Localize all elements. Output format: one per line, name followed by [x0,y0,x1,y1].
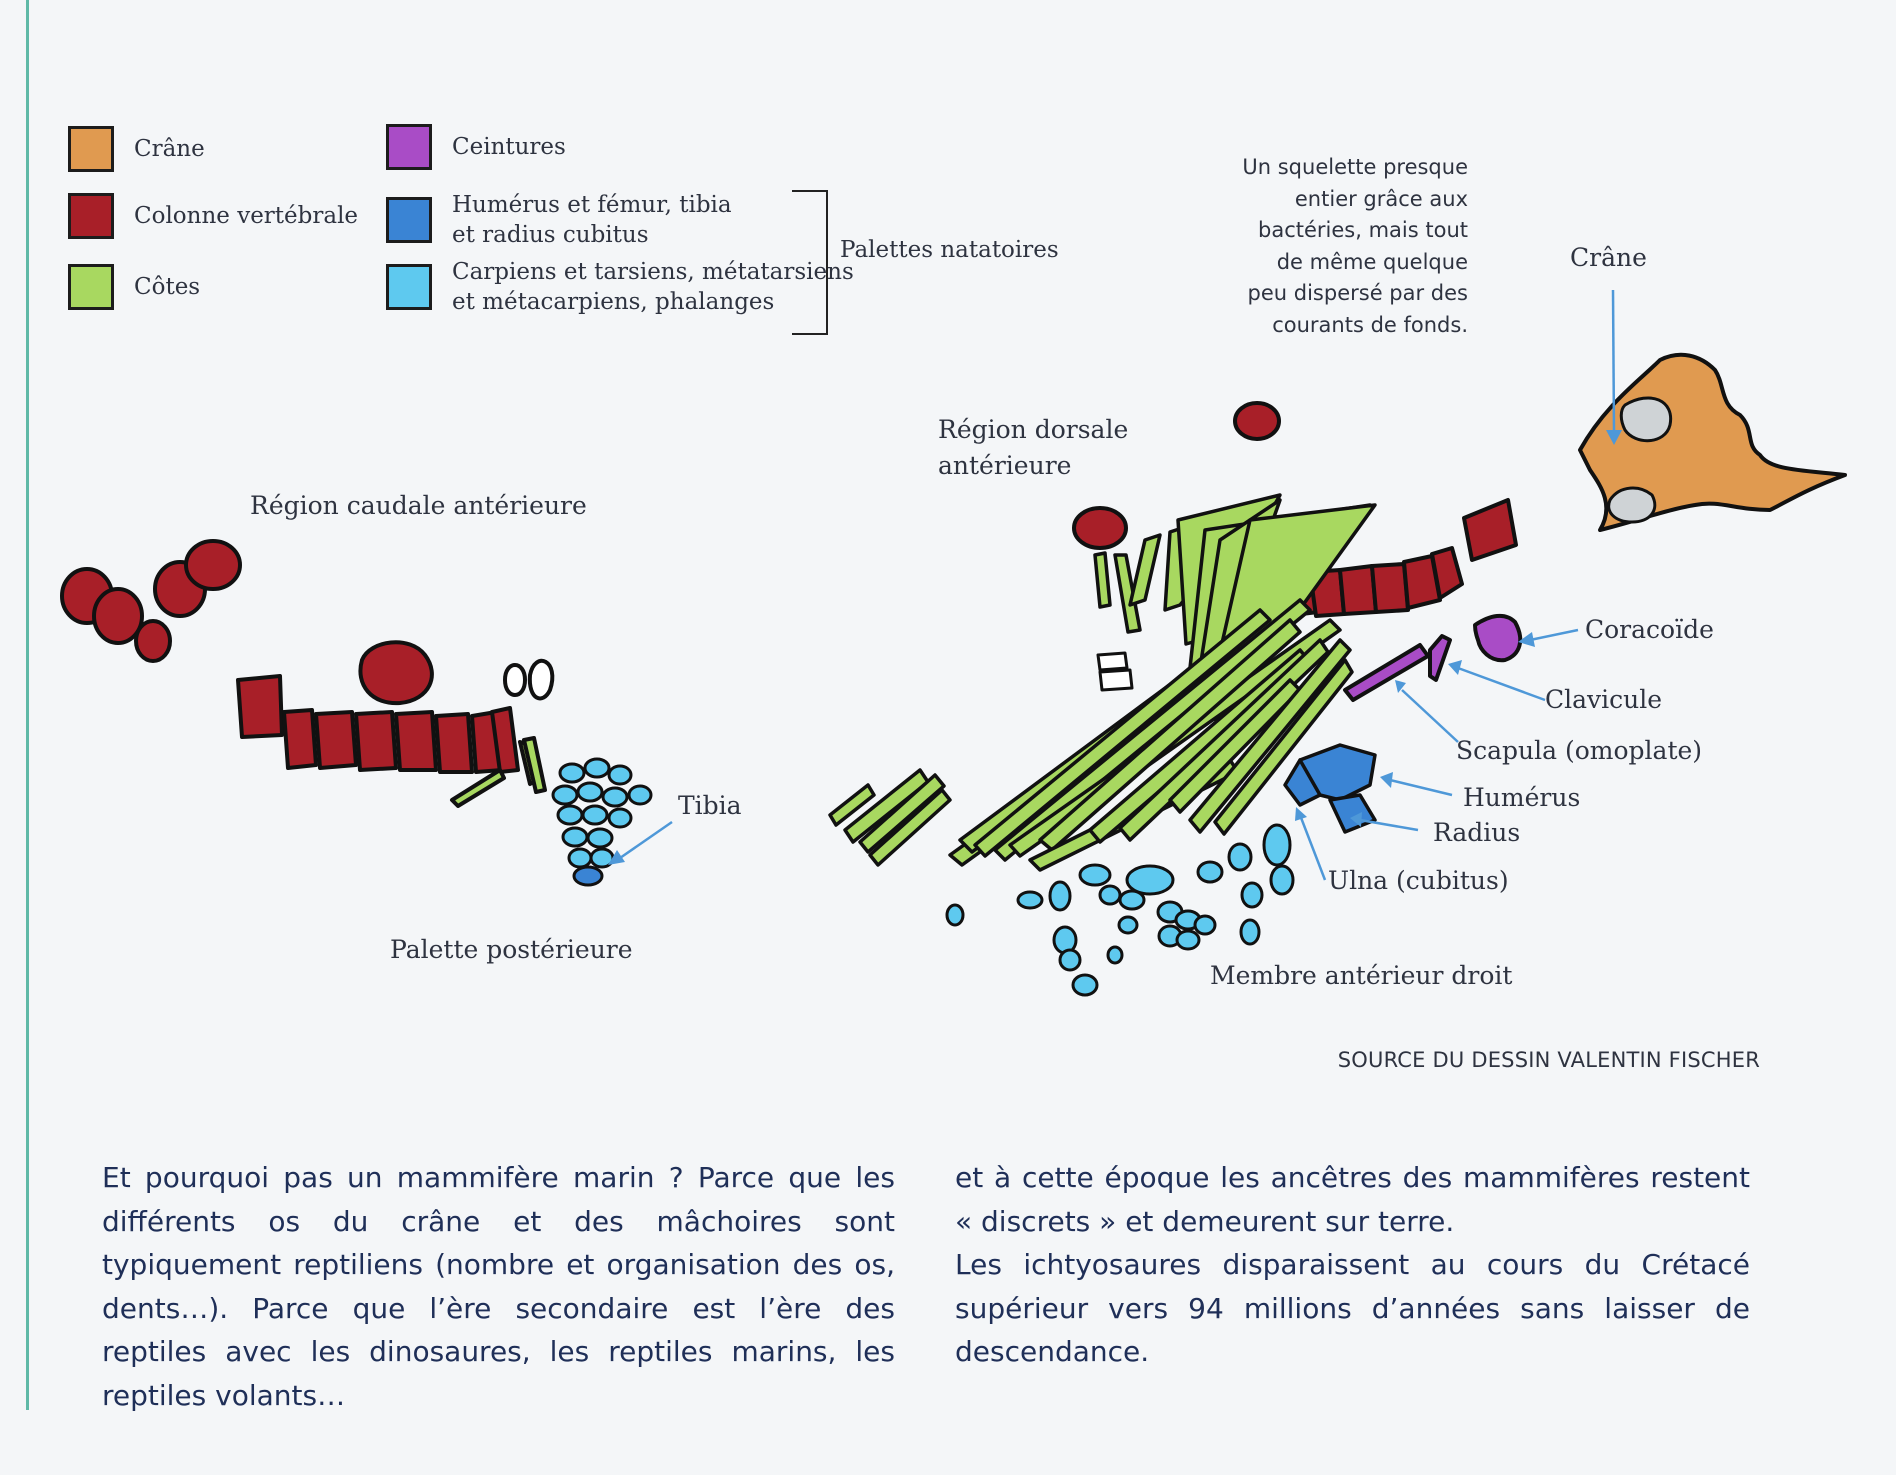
body-text-right-p2: Les ichtyosaures disparaissent au cours du Crétacé supérieur vers 94 millions d’années sans laisser de descendance. [955,1248,1750,1368]
label-caudal: Région caudale antérieure [250,491,587,520]
label-skull: Crâne [1570,243,1647,272]
body-text-right-p1: et à cette époque les ancêtres des mammifères restent « discrets » et demeurent sur terre. [955,1161,1750,1238]
note-line: courants de fonds. [1272,312,1468,337]
source-credit: SOURCE DU DESSIN VALENTIN FISCHER [1337,1048,1760,1072]
skull-bones [1580,355,1845,530]
legend-group-label: Palettes natatoires [840,237,1059,263]
label-dorsal-line2: antérieure [938,451,1072,480]
note-line: entier grâce aux [1294,186,1468,211]
label-coracoid: Coracoïde [1585,615,1714,644]
label-radius: Radius [1433,818,1521,847]
dorsal-small-bones [1098,653,1132,690]
label-tibia: Tibia [678,791,742,820]
label-posterior-paddle: Palette postérieure [390,935,633,964]
legend-label-ceintures: Ceintures [452,134,566,160]
girdle-bones [1345,616,1520,700]
legend-label-humerus-line1: Humérus et fémur, tibia [452,192,732,218]
label-clavicle: Clavicule [1545,685,1663,714]
legend-label-carpiens-line1: Carpiens et tarsiens, métatarsiens [452,259,854,285]
note-line: de même quelque [1276,249,1468,274]
caudal-loose-bones [505,661,552,699]
legend-label-crane: Crâne [134,136,205,162]
note-line: peu dispersé par des [1247,281,1468,305]
posterior-paddle-bones [553,759,651,885]
legend-label-humerus-line2: et radius cubitus [452,222,649,248]
label-scapula: Scapula (omoplate) [1456,736,1703,765]
label-right-forelimb: Membre antérieur droit [1210,961,1513,990]
label-humerus: Humérus [1463,783,1581,812]
body-text-left: Et pourquoi pas un mammifère marin ? Parce que les différents os du crâne et des mâchoires sont typiquement reptiliens (nombre et organisation des os, dents…). Parce que l’ère secondaire est l’ère des reptiles avec les dinosaures, les reptiles marins, les reptiles volants… [102,1161,895,1412]
body-text-right [955,1156,1750,1374]
legend-label-colonne: Colonne vertébrale [134,203,359,229]
note-line: Un squelette presque [1242,155,1468,179]
legend-label-cotes: Côtes [134,274,201,300]
label-ulna: Ulna (cubitus) [1328,866,1509,895]
note-line: bactéries, mais tout [1258,218,1468,242]
legend-label-carpiens-line2: et métacarpiens, phalanges [452,289,775,315]
label-dorsal-line1: Région dorsale [938,415,1129,444]
